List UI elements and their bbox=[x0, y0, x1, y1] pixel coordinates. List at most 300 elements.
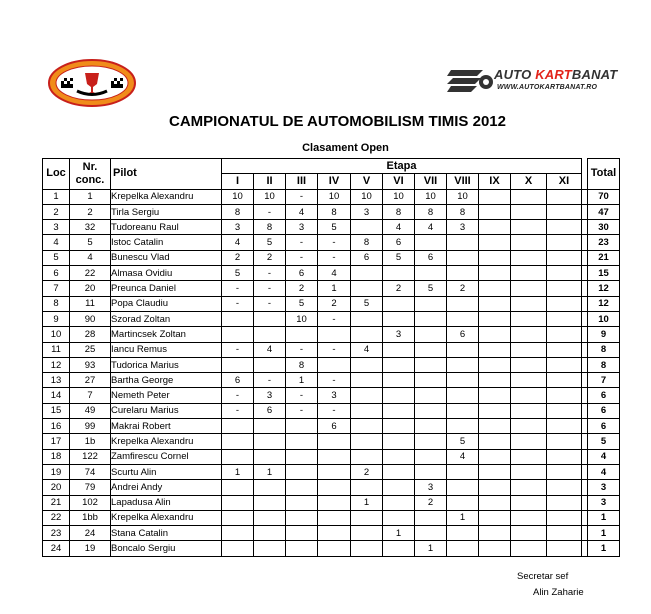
pilot-cell: Preunca Daniel bbox=[111, 281, 222, 296]
stage-points-cell: 4 bbox=[351, 342, 383, 357]
table-row bbox=[43, 510, 620, 525]
stage-points-cell: - bbox=[286, 388, 318, 403]
pilot-cell: Tirla Sergiu bbox=[111, 204, 222, 219]
loc-cell: 12 bbox=[43, 357, 70, 372]
stage-points-cell bbox=[286, 541, 318, 556]
nr-cell: 79 bbox=[70, 480, 111, 495]
loc-cell: 5 bbox=[43, 250, 70, 265]
stage-points-cell: 2 bbox=[222, 250, 254, 265]
stage-points-cell: 1 bbox=[254, 464, 286, 479]
stage-points-cell bbox=[318, 510, 351, 525]
stage-points-cell: - bbox=[286, 189, 318, 204]
stage-header: X bbox=[511, 174, 547, 189]
stage-points-cell bbox=[547, 250, 582, 265]
stage-points-cell bbox=[351, 311, 383, 326]
stage-points-cell bbox=[447, 480, 479, 495]
brand-name bbox=[494, 67, 617, 82]
stage-points-cell bbox=[383, 480, 415, 495]
stage-points-cell bbox=[383, 510, 415, 525]
stage-points-cell bbox=[547, 526, 582, 541]
stage-points-cell bbox=[479, 250, 511, 265]
loc-cell: 3 bbox=[43, 220, 70, 235]
stage-points-cell: 6 bbox=[286, 266, 318, 281]
stage-points-cell bbox=[318, 480, 351, 495]
stage-points-cell bbox=[286, 495, 318, 510]
nr-cell: 2 bbox=[70, 204, 111, 219]
stage-points-cell bbox=[479, 419, 511, 434]
loc-cell: 10 bbox=[43, 327, 70, 342]
stage-points-cell: 3 bbox=[318, 388, 351, 403]
stage-points-cell: - bbox=[318, 373, 351, 388]
stage-points-cell bbox=[479, 464, 511, 479]
stage-points-cell bbox=[254, 434, 286, 449]
stage-points-cell bbox=[222, 480, 254, 495]
pilot-cell: Popa Claudiu bbox=[111, 296, 222, 311]
stage-points-cell bbox=[415, 510, 447, 525]
table-row bbox=[43, 296, 620, 311]
championship-logo bbox=[47, 58, 137, 108]
stage-points-cell bbox=[511, 419, 547, 434]
stage-points-cell: - bbox=[254, 204, 286, 219]
stage-points-cell: - bbox=[222, 388, 254, 403]
pilot-cell: Istoc Catalin bbox=[111, 235, 222, 250]
loc-cell: 21 bbox=[43, 495, 70, 510]
brand-url: WWW.AUTOKARTBANAT.RO bbox=[497, 84, 598, 91]
stage-points-cell bbox=[351, 541, 383, 556]
stage-points-cell bbox=[479, 327, 511, 342]
table-row bbox=[43, 419, 620, 434]
stage-points-cell: - bbox=[286, 235, 318, 250]
stage-points-cell: 8 bbox=[351, 235, 383, 250]
table-row bbox=[43, 250, 620, 265]
stage-points-cell bbox=[383, 495, 415, 510]
total-cell: 12 bbox=[588, 281, 620, 296]
stage-points-cell: - bbox=[318, 311, 351, 326]
stage-points-cell: 10 bbox=[415, 189, 447, 204]
stage-points-cell bbox=[447, 311, 479, 326]
stage-points-cell bbox=[479, 220, 511, 235]
stage-points-cell: 2 bbox=[415, 495, 447, 510]
stage-points-cell bbox=[511, 281, 547, 296]
table-row bbox=[43, 311, 620, 326]
stage-points-cell: 3 bbox=[447, 220, 479, 235]
total-cell: 3 bbox=[588, 480, 620, 495]
stage-points-cell bbox=[479, 235, 511, 250]
stage-points-cell bbox=[254, 357, 286, 372]
stage-points-cell bbox=[547, 510, 582, 525]
standings-body bbox=[43, 189, 620, 556]
stage-points-cell: 5 bbox=[447, 434, 479, 449]
stage-points-cell: 1 bbox=[447, 510, 479, 525]
stage-points-cell: 6 bbox=[318, 419, 351, 434]
pilot-cell: Boncalo Sergiu bbox=[111, 541, 222, 556]
stage-points-cell bbox=[383, 449, 415, 464]
nr-cell: 32 bbox=[70, 220, 111, 235]
stage-points-cell bbox=[547, 327, 582, 342]
stage-points-cell bbox=[447, 266, 479, 281]
loc-cell: 9 bbox=[43, 311, 70, 326]
signature-role: Secretar sef bbox=[517, 571, 569, 582]
total-cell: 10 bbox=[588, 311, 620, 326]
stage-points-cell bbox=[511, 250, 547, 265]
stage-points-cell bbox=[254, 419, 286, 434]
brand-auto: AUTO bbox=[494, 67, 532, 82]
stage-points-cell bbox=[351, 388, 383, 403]
stage-points-cell bbox=[415, 357, 447, 372]
stage-points-cell bbox=[351, 510, 383, 525]
stage-points-cell: - bbox=[254, 266, 286, 281]
stage-points-cell bbox=[383, 419, 415, 434]
stage-points-cell bbox=[547, 373, 582, 388]
pilot-cell: Curelaru Marius bbox=[111, 403, 222, 418]
col-total-header: Total bbox=[588, 159, 620, 190]
total-cell: 6 bbox=[588, 403, 620, 418]
pilot-cell: Szorad Zoltan bbox=[111, 311, 222, 326]
stage-points-cell: 4 bbox=[286, 204, 318, 219]
total-cell: 21 bbox=[588, 250, 620, 265]
stage-points-cell bbox=[547, 311, 582, 326]
stage-points-cell bbox=[351, 373, 383, 388]
stage-points-cell bbox=[511, 342, 547, 357]
pilot-cell: Krepelka Alexandru bbox=[111, 434, 222, 449]
stage-points-cell bbox=[415, 526, 447, 541]
pilot-cell: Bartha George bbox=[111, 373, 222, 388]
stage-points-cell: 2 bbox=[383, 281, 415, 296]
stage-points-cell bbox=[254, 480, 286, 495]
stage-points-cell: 6 bbox=[254, 403, 286, 418]
total-cell: 9 bbox=[588, 327, 620, 342]
stage-points-cell: 6 bbox=[383, 235, 415, 250]
signature-name: Alin Zaharie bbox=[533, 587, 584, 598]
stage-points-cell bbox=[351, 480, 383, 495]
stage-points-cell bbox=[383, 388, 415, 403]
stage-points-cell: - bbox=[318, 235, 351, 250]
stage-points-cell bbox=[479, 403, 511, 418]
loc-cell: 6 bbox=[43, 266, 70, 281]
stage-points-cell bbox=[415, 327, 447, 342]
stage-points-cell bbox=[511, 510, 547, 525]
stage-header: II bbox=[254, 174, 286, 189]
stage-points-cell: 10 bbox=[383, 189, 415, 204]
stage-header: VII bbox=[415, 174, 447, 189]
table-row bbox=[43, 464, 620, 479]
stage-points-cell bbox=[383, 541, 415, 556]
stage-points-cell bbox=[511, 311, 547, 326]
stage-points-cell: 1 bbox=[415, 541, 447, 556]
stage-points-cell bbox=[511, 373, 547, 388]
stage-points-cell: - bbox=[254, 296, 286, 311]
nr-cell: 19 bbox=[70, 541, 111, 556]
pilot-cell: Nemeth Peter bbox=[111, 388, 222, 403]
stage-points-cell bbox=[286, 327, 318, 342]
nr-cell: 122 bbox=[70, 449, 111, 464]
loc-cell: 19 bbox=[43, 464, 70, 479]
stage-points-cell bbox=[351, 449, 383, 464]
nr-cell: 20 bbox=[70, 281, 111, 296]
stage-points-cell bbox=[511, 189, 547, 204]
pilot-cell: Tudoreanu Raul bbox=[111, 220, 222, 235]
stage-points-cell bbox=[479, 388, 511, 403]
stage-points-cell bbox=[547, 296, 582, 311]
stage-points-cell bbox=[415, 449, 447, 464]
stage-points-cell bbox=[479, 311, 511, 326]
stage-points-cell bbox=[511, 495, 547, 510]
loc-cell: 24 bbox=[43, 541, 70, 556]
stage-points-cell bbox=[447, 388, 479, 403]
stage-points-cell bbox=[511, 388, 547, 403]
stage-points-cell: 1 bbox=[318, 281, 351, 296]
stage-points-cell bbox=[318, 541, 351, 556]
stage-points-cell: - bbox=[222, 403, 254, 418]
loc-cell: 16 bbox=[43, 419, 70, 434]
col-loc-header: Loc bbox=[43, 159, 70, 190]
stage-points-cell bbox=[383, 296, 415, 311]
stage-points-cell: 6 bbox=[222, 373, 254, 388]
stage-points-cell bbox=[547, 419, 582, 434]
stage-points-cell bbox=[511, 480, 547, 495]
stage-points-cell bbox=[547, 281, 582, 296]
stage-points-cell bbox=[254, 311, 286, 326]
stage-points-cell: 5 bbox=[222, 266, 254, 281]
nr-cell: 11 bbox=[70, 296, 111, 311]
stage-points-cell: 1 bbox=[286, 373, 318, 388]
stage-points-cell: 2 bbox=[318, 296, 351, 311]
stage-points-cell: - bbox=[286, 250, 318, 265]
nr-cell: 25 bbox=[70, 342, 111, 357]
stage-points-cell bbox=[547, 220, 582, 235]
document-title: CAMPIONATUL DE AUTOMOBILISM TIMIS 2012 bbox=[169, 113, 506, 130]
stage-points-cell bbox=[447, 342, 479, 357]
loc-cell: 1 bbox=[43, 189, 70, 204]
stage-points-cell: 3 bbox=[286, 220, 318, 235]
stage-points-cell bbox=[383, 311, 415, 326]
stage-header: XI bbox=[547, 174, 582, 189]
loc-cell: 18 bbox=[43, 449, 70, 464]
stage-points-cell: 1 bbox=[222, 464, 254, 479]
loc-cell: 17 bbox=[43, 434, 70, 449]
stage-points-cell: 10 bbox=[447, 189, 479, 204]
stage-points-cell bbox=[351, 434, 383, 449]
pilot-cell: Lapadusa Alin bbox=[111, 495, 222, 510]
stage-points-cell bbox=[222, 357, 254, 372]
stage-points-cell: 1 bbox=[351, 495, 383, 510]
nr-cell: 49 bbox=[70, 403, 111, 418]
stage-points-cell bbox=[479, 480, 511, 495]
stage-points-cell: 1 bbox=[383, 526, 415, 541]
stage-points-cell bbox=[479, 541, 511, 556]
loc-cell: 20 bbox=[43, 480, 70, 495]
stage-points-cell: - bbox=[222, 281, 254, 296]
table-row bbox=[43, 388, 620, 403]
loc-cell: 4 bbox=[43, 235, 70, 250]
nr-cell: 93 bbox=[70, 357, 111, 372]
loc-cell: 22 bbox=[43, 510, 70, 525]
stage-points-cell bbox=[222, 510, 254, 525]
total-cell: 1 bbox=[588, 541, 620, 556]
nr-cell: 102 bbox=[70, 495, 111, 510]
stage-points-cell: 3 bbox=[351, 204, 383, 219]
stage-points-cell bbox=[222, 327, 254, 342]
loc-cell: 14 bbox=[43, 388, 70, 403]
loc-cell: 11 bbox=[43, 342, 70, 357]
table-row bbox=[43, 526, 620, 541]
stage-points-cell bbox=[447, 541, 479, 556]
stage-points-cell bbox=[547, 541, 582, 556]
nr-cell: 99 bbox=[70, 419, 111, 434]
total-cell: 8 bbox=[588, 357, 620, 372]
loc-cell: 13 bbox=[43, 373, 70, 388]
stage-points-cell bbox=[318, 526, 351, 541]
stage-points-cell: 5 bbox=[286, 296, 318, 311]
stage-points-cell bbox=[447, 403, 479, 418]
nr-cell: 74 bbox=[70, 464, 111, 479]
stage-points-cell: 2 bbox=[254, 250, 286, 265]
stage-points-cell bbox=[479, 281, 511, 296]
stage-points-cell: 10 bbox=[351, 189, 383, 204]
stage-points-cell bbox=[318, 464, 351, 479]
table-row bbox=[43, 327, 620, 342]
stage-points-cell bbox=[222, 434, 254, 449]
stage-points-cell bbox=[479, 342, 511, 357]
stage-points-cell bbox=[286, 449, 318, 464]
stage-points-cell: 8 bbox=[286, 357, 318, 372]
table-row bbox=[43, 189, 620, 204]
stage-points-cell: 5 bbox=[254, 235, 286, 250]
table-row bbox=[43, 357, 620, 372]
stage-points-cell bbox=[383, 373, 415, 388]
stage-points-cell: 5 bbox=[415, 281, 447, 296]
stage-points-cell bbox=[447, 357, 479, 372]
stage-points-cell: 8 bbox=[254, 220, 286, 235]
table-row bbox=[43, 220, 620, 235]
col-nr-line1: Nr. bbox=[82, 160, 98, 173]
stage-points-cell bbox=[351, 526, 383, 541]
stage-points-cell bbox=[383, 357, 415, 372]
stage-points-cell: 4 bbox=[383, 220, 415, 235]
stage-points-cell bbox=[479, 434, 511, 449]
stage-points-cell: 6 bbox=[447, 327, 479, 342]
total-cell: 6 bbox=[588, 419, 620, 434]
total-cell: 4 bbox=[588, 464, 620, 479]
stage-points-cell bbox=[547, 388, 582, 403]
table-row bbox=[43, 495, 620, 510]
table-row bbox=[43, 204, 620, 219]
total-cell: 1 bbox=[588, 526, 620, 541]
stage-points-cell bbox=[479, 296, 511, 311]
loc-cell: 7 bbox=[43, 281, 70, 296]
stage-points-cell: 4 bbox=[254, 342, 286, 357]
stage-points-cell: 8 bbox=[415, 204, 447, 219]
stage-points-cell: - bbox=[254, 281, 286, 296]
stage-points-cell bbox=[415, 296, 447, 311]
loc-cell: 2 bbox=[43, 204, 70, 219]
stage-points-cell: - bbox=[318, 403, 351, 418]
stage-points-cell: - bbox=[286, 403, 318, 418]
pilot-cell: Zamfirescu Cornel bbox=[111, 449, 222, 464]
stage-points-cell: - bbox=[286, 342, 318, 357]
stage-points-cell bbox=[254, 541, 286, 556]
stage-points-cell bbox=[415, 388, 447, 403]
stage-points-cell: 3 bbox=[415, 480, 447, 495]
pilot-cell: Stana Catalin bbox=[111, 526, 222, 541]
stage-points-cell: 5 bbox=[351, 296, 383, 311]
stage-points-cell: 4 bbox=[447, 449, 479, 464]
stage-points-cell: 8 bbox=[222, 204, 254, 219]
stage-points-cell bbox=[383, 464, 415, 479]
table-row bbox=[43, 373, 620, 388]
stage-header: IV bbox=[318, 174, 351, 189]
nr-cell: 1 bbox=[70, 189, 111, 204]
stage-points-cell bbox=[479, 204, 511, 219]
pilot-cell: Almasa Ovidiu bbox=[111, 266, 222, 281]
stage-points-cell bbox=[547, 449, 582, 464]
nr-cell: 90 bbox=[70, 311, 111, 326]
stage-points-cell bbox=[547, 480, 582, 495]
stage-points-cell: - bbox=[254, 373, 286, 388]
table-row bbox=[43, 266, 620, 281]
stage-points-cell bbox=[415, 403, 447, 418]
stage-points-cell bbox=[415, 464, 447, 479]
stage-points-cell: 2 bbox=[286, 281, 318, 296]
col-pilot-header: Pilot bbox=[111, 159, 222, 190]
stage-points-cell bbox=[511, 449, 547, 464]
stage-points-cell bbox=[383, 434, 415, 449]
stage-points-cell bbox=[447, 495, 479, 510]
col-nr-line2: conc. bbox=[75, 173, 105, 186]
col-etapa-header: Etapa bbox=[222, 159, 582, 174]
brand-kart: KART bbox=[535, 67, 572, 82]
stage-header: IX bbox=[479, 174, 511, 189]
document-subtitle: Clasament Open bbox=[302, 142, 389, 154]
stage-points-cell bbox=[547, 434, 582, 449]
stage-points-cell: 8 bbox=[318, 204, 351, 219]
stage-points-cell bbox=[479, 510, 511, 525]
stage-points-cell bbox=[479, 373, 511, 388]
total-cell: 7 bbox=[588, 373, 620, 388]
stage-points-cell bbox=[447, 419, 479, 434]
stage-points-cell bbox=[415, 311, 447, 326]
stage-points-cell bbox=[447, 464, 479, 479]
stage-points-cell bbox=[222, 419, 254, 434]
stage-points-cell bbox=[254, 495, 286, 510]
stage-points-cell: - bbox=[222, 296, 254, 311]
total-cell: 5 bbox=[588, 434, 620, 449]
stage-points-cell bbox=[286, 480, 318, 495]
standings-table bbox=[42, 158, 620, 557]
nr-cell: 28 bbox=[70, 327, 111, 342]
stage-points-cell bbox=[547, 357, 582, 372]
nr-cell: 24 bbox=[70, 526, 111, 541]
stage-points-cell: - bbox=[318, 342, 351, 357]
stage-points-cell bbox=[286, 434, 318, 449]
nr-cell: 27 bbox=[70, 373, 111, 388]
stage-points-cell bbox=[447, 373, 479, 388]
stage-header: V bbox=[351, 174, 383, 189]
table-row bbox=[43, 541, 620, 556]
stage-points-cell bbox=[547, 266, 582, 281]
stage-points-cell bbox=[254, 327, 286, 342]
stage-header: VIII bbox=[447, 174, 479, 189]
stage-points-cell bbox=[511, 434, 547, 449]
stage-points-cell bbox=[511, 220, 547, 235]
stage-points-cell: 10 bbox=[254, 189, 286, 204]
stage-points-cell bbox=[415, 266, 447, 281]
stage-points-cell bbox=[351, 357, 383, 372]
stage-points-cell: 10 bbox=[286, 311, 318, 326]
stage-points-cell: 8 bbox=[383, 204, 415, 219]
stage-points-cell: 6 bbox=[415, 250, 447, 265]
table-row bbox=[43, 403, 620, 418]
